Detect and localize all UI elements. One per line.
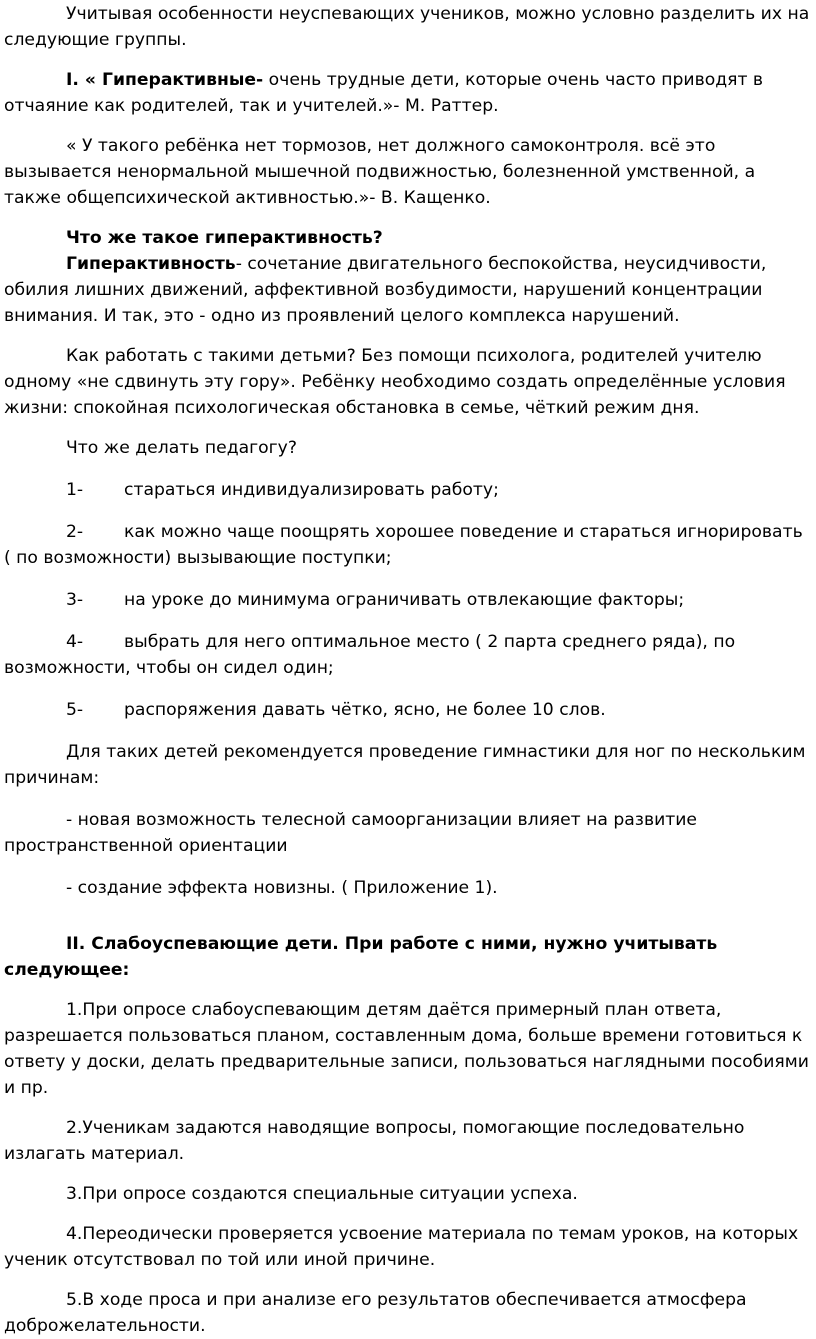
- list-item-number: 2-: [66, 522, 84, 542]
- list-item-text: выбрать для него оптимальное место ( 2 парта среднего ряда), по возможности, чтобы он сидел один;: [4, 632, 736, 678]
- group2-item: 1.При опросе слабоуспевающим детям даётся примерный план ответа, разрешается пользоваться планом, составленным дома, больше времени готовиться к ответу у доски, делать предварительные записи, пользоваться наглядными пособиями и пр.: [4, 1000, 809, 1098]
- group2-item: 4.Переодически проверяется усвоение материала по темам уроков, на которых ученик отсутствовал по той или иной причине.: [4, 1224, 799, 1270]
- kashchenko-quote: « У такого ребёнка нет тормозов, нет должного самоконтроля. всё это вызывается ненормальной мышечной подвижностью, болезненной умственной, а также общепсихической активностью.»- В. Кащенко.: [4, 136, 756, 208]
- group2-item: 5.В ходе проса и при анализе его результатов обеспечивается атмосфера доброжелательности.: [4, 1290, 747, 1336]
- list-item: [4, 629, 814, 681]
- how-to-work-paragraph: Как работать с такими детьми? Без помощи психолога, родителей учителю одному «не сдвинуть эту гору». Ребёнку необходимо создать определённые условия жизни: спокойная психологическая обстановка в семье, чёткий режим дня.: [4, 346, 786, 418]
- teacher-question: Что же делать педагогу?: [66, 438, 297, 458]
- list-item-number: 3-: [66, 590, 84, 610]
- reason-item: - создание эффекта новизны. ( Приложение 1).: [66, 878, 498, 898]
- group2-heading-text: II. Слабоуспевающие дети. При работе с ними, нужно учитывать следующее:: [4, 934, 718, 980]
- group2-item: 2.Ученикам задаются наводящие вопросы, помогающие последовательно излагать материал.: [4, 1118, 745, 1164]
- group1-title: I. « Гиперактивные-: [66, 70, 264, 90]
- hyperactivity-question-text: Что же такое гиперактивность?: [66, 228, 383, 248]
- list-item-text: распоряжения давать чётко, ясно, не более 10 слов.: [124, 700, 606, 720]
- list-item-number: 5-: [66, 700, 84, 720]
- list-item-text: на уроке до минимума ограничивать отвлекающие факторы;: [124, 590, 685, 610]
- list-item-number: 4-: [66, 632, 84, 652]
- list-item-text: как можно чаще поощрять хорошее поведение и стараться игнорировать ( по возможности) вызывающие поступки;: [4, 522, 803, 568]
- document-page: [4, 0, 814, 1339]
- list-item-text: стараться индивидуализировать работу;: [124, 480, 499, 500]
- list-item: [4, 587, 814, 613]
- hyperactivity-definition: [4, 251, 814, 329]
- intro-paragraph: Учитывая особенности неуспевающих учеников, можно условно разделить их на следующие группы.: [4, 4, 810, 50]
- gymnastics-paragraph: Для таких детей рекомендуется проведение гимнастики для ног по нескольким причинам:: [4, 742, 806, 788]
- group1-paragraph: [4, 67, 814, 119]
- list-item: [4, 697, 814, 723]
- definition-term: Гиперактивность: [66, 254, 236, 274]
- reason-item: - новая возможность телесной самоорганизации влияет на развитие пространственной ориентации: [4, 810, 698, 856]
- group1-text: очень трудные дети, которые очень часто приводят в отчаяние как родителей, так и учителей.»- М. Раттер.: [4, 70, 764, 116]
- group2-heading: [4, 931, 814, 983]
- list-item-number: 1-: [66, 480, 84, 500]
- list-item: [4, 519, 814, 571]
- list-item: [4, 477, 814, 503]
- hyperactivity-question: [4, 225, 814, 251]
- definition-text: - сочетание двигательного беспокойства, неусидчивости, обилия лишних движений, аффективной возбудимости, нарушений концентрации внимания. И так, это - одно из проявлений целого комплекса нарушений.: [4, 254, 767, 326]
- group2-item: 3.При опросе создаются специальные ситуации успеха.: [66, 1184, 578, 1204]
